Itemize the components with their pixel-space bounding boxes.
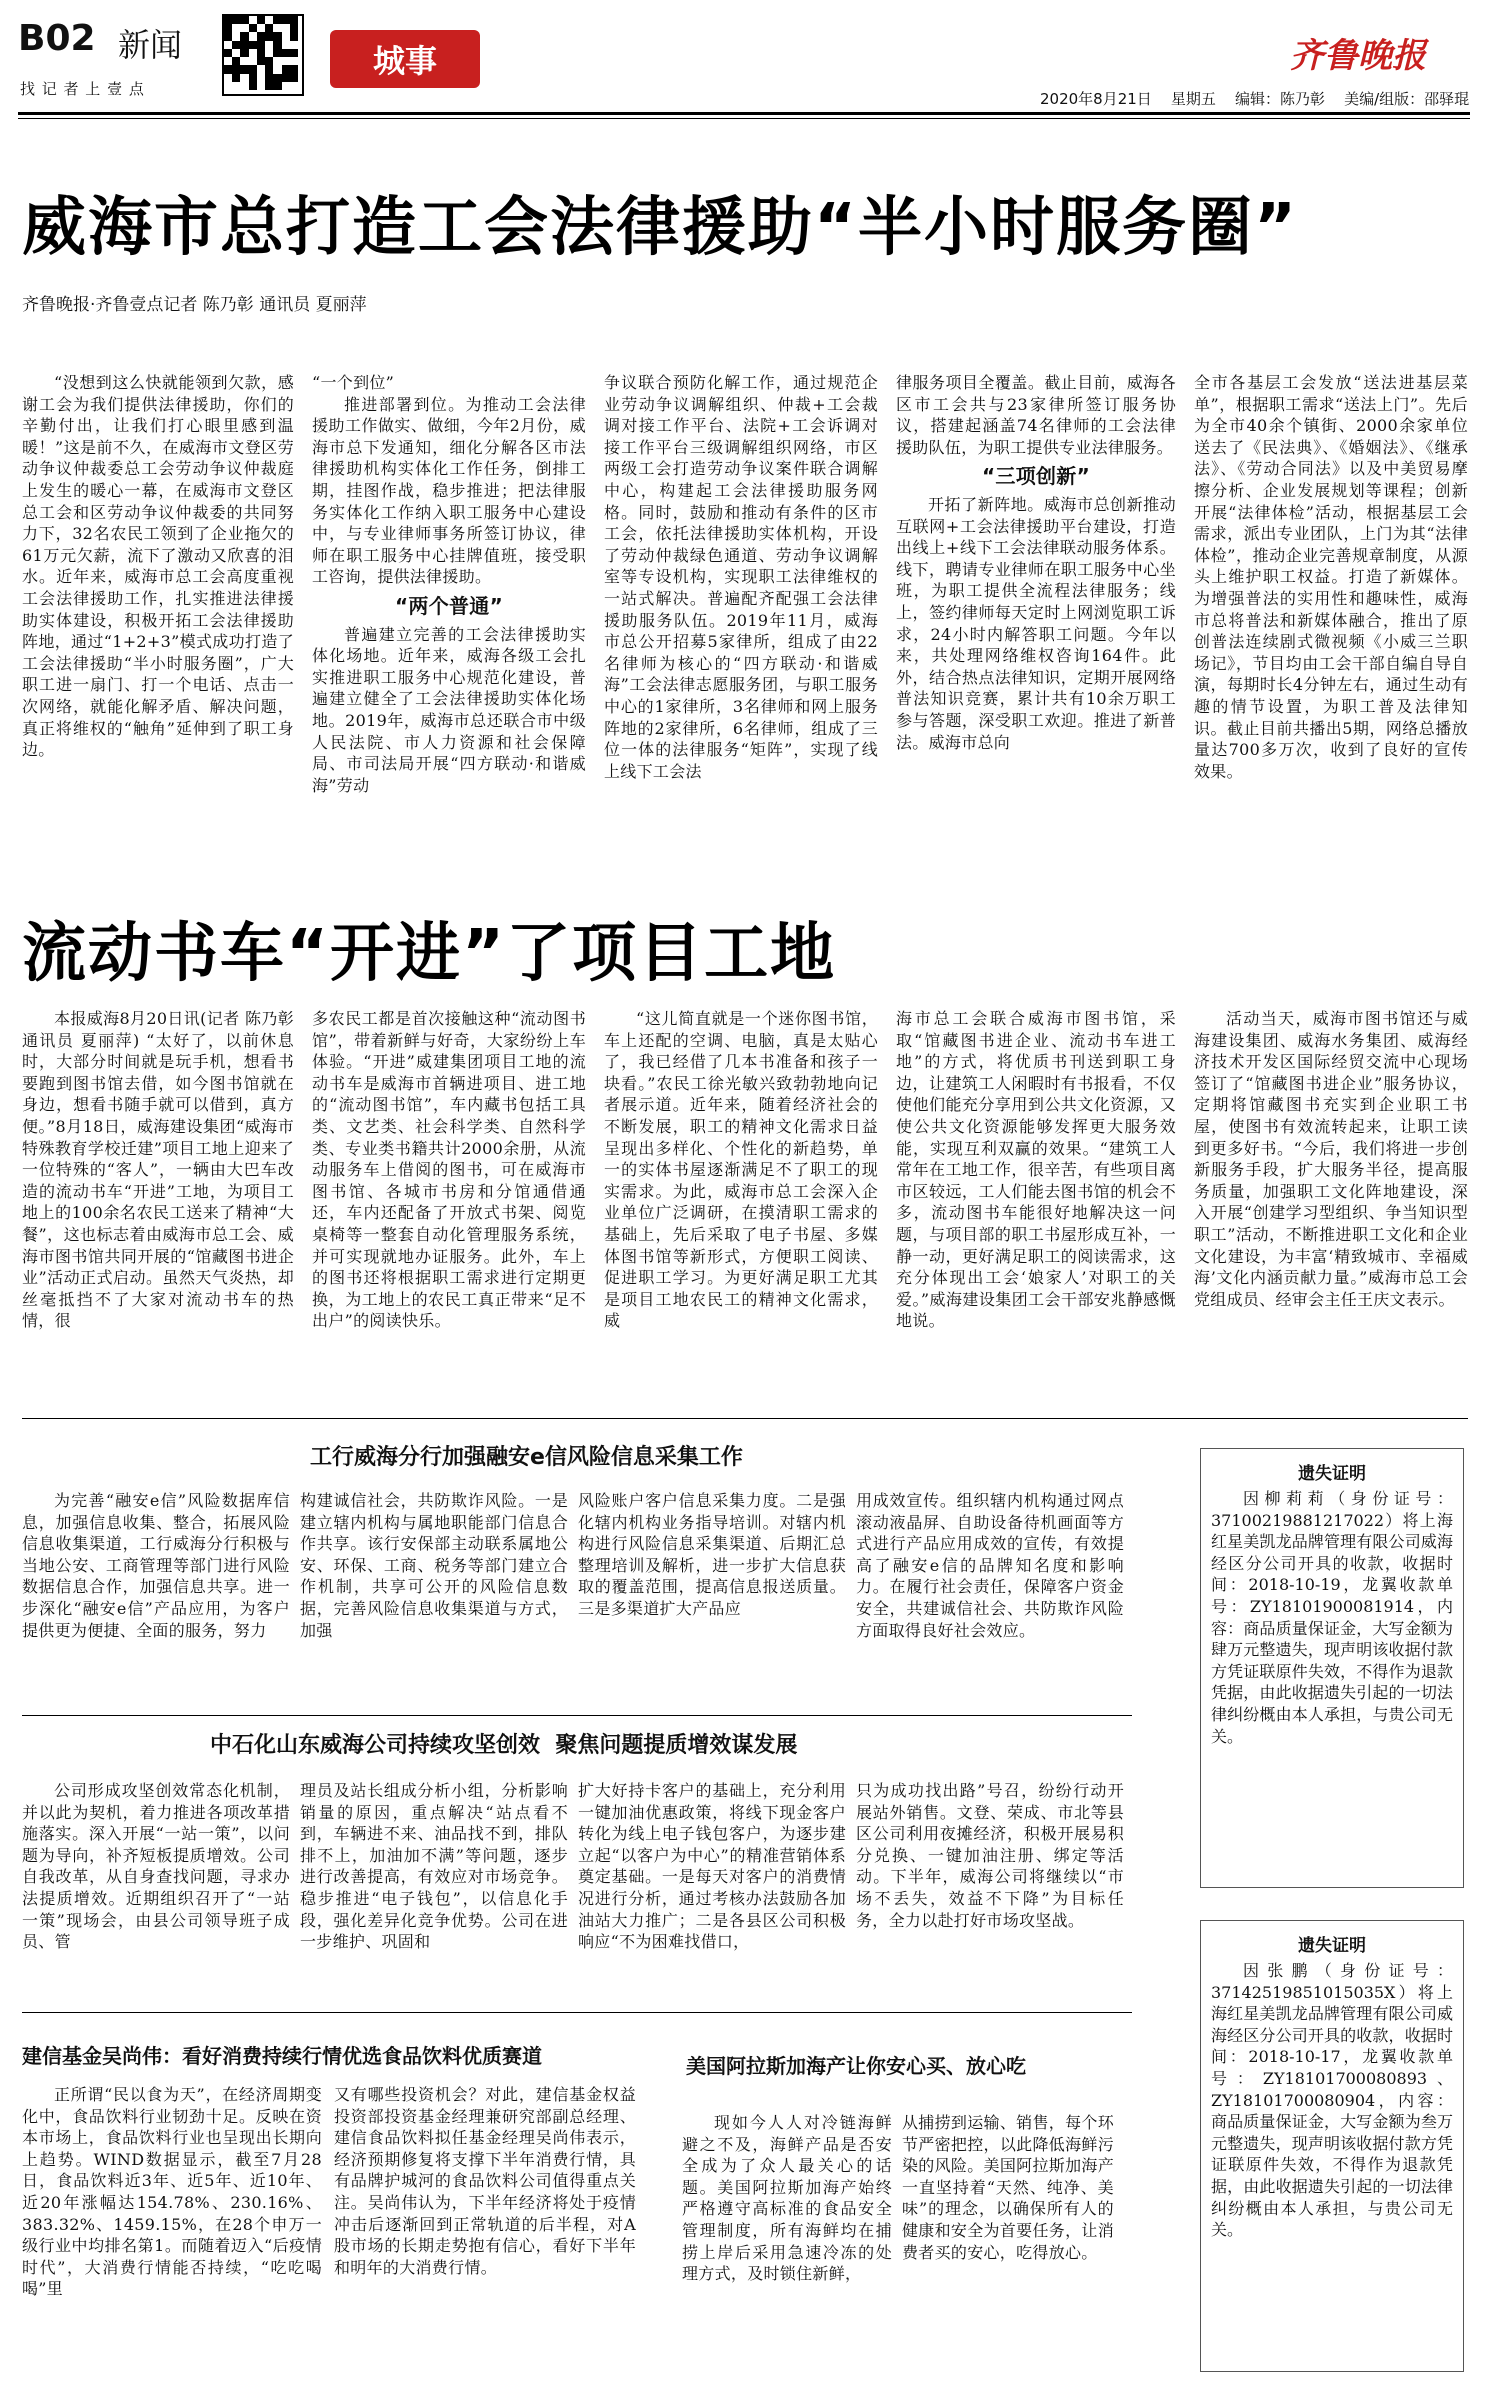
qr-cell	[282, 41, 290, 49]
qr-cell	[273, 49, 281, 57]
qr-cell	[282, 74, 290, 82]
qr-cell	[224, 74, 232, 82]
page-code: B02	[18, 18, 96, 59]
qr-cell	[249, 74, 257, 82]
qr-cell	[265, 65, 273, 73]
qr-cell	[273, 74, 281, 82]
issue-info	[1040, 88, 1469, 109]
divider-1	[22, 1418, 1468, 1419]
qr-cell	[224, 49, 232, 57]
qr-cell	[273, 16, 281, 24]
qr-cell	[232, 49, 240, 57]
qr-cell	[232, 74, 240, 82]
qr-cell	[232, 32, 240, 40]
qr-cell	[232, 41, 240, 49]
qr-cell	[282, 16, 290, 24]
qr-cell	[249, 41, 257, 49]
article3-col4: 用成效宣传。组织辖内机构通过网点滚动液晶屏、自助设备待机画面等方式进行产品应用成效的宣传，有效提高了融安e信的品牌知名度和影响力。在履行社会责任，保障客户资金安全，共建诚信社会、共防欺诈风险方面取得良好社会效应。	[856, 1491, 1124, 1640]
qr-cell	[249, 49, 257, 57]
article2-col4: 海市总工会联合威海市图书馆，采取“馆藏图书进企业、流动书车进工地”的方式，将优质书刊送到职工身边，让建筑工人闲暇时有书报看，不仅使他们能充分享用到公共文化资源，又使公共文化资源能够发挥更大服务效能，实现互利双赢的效果。“建筑工人常年在工地工作，很辛苦，有些项目离市区较远，工人们能去图书馆的机会不多，流动图书车能很好地解决这一问题，与项目部的职工书屋形成互补，一静一动，更好满足职工的阅读需求，这充分体现出工会‘娘家人’对职工的关爱。”威海建设集团工会干部安兆静感慨地说。	[896, 1009, 1176, 1331]
qr-cell	[290, 82, 298, 90]
article1-byline: 齐鲁晚报·齐鲁壹点记者 陈乃彰 通讯员 夏丽萍	[22, 295, 367, 315]
article1-col5: 全市各基层工会发放“送法进基层菜单”，根据职工需求“送法上门”。先后为全市40余个镇街、2000余家单位送去了《民法典》、《婚姻法》、《继承法》、《劳动合同法》以及中美贸易摩擦分析、企业发展规划等课程；创新开展“法律体检”活动，根据基层工会需求，派出专业团队，上门为其“法律体检”，推动企业完善规章制度，从源头上维护职工权益。打造了新媒体。为增强普法的实用性和趣味性，威海市总将普法和新媒体融合，推出了原创普法连续剧式微视频《小威三兰职场记》，节目均由工会干部自编自导自演，每期时长4分钟左右，通过生动有趣的情节设置，为职工普及法律知识。截止目前共播出5期，网络总播放量达700多万次，收到了良好的宣传效果。	[1194, 373, 1468, 781]
header-rule	[18, 112, 1470, 115]
qr-cell	[232, 16, 240, 24]
article4-col2: 理员及站长组成分析小组，分析影响销量的原因，重点解决“站点看不到，车辆进不来、油品找不到，排队排不上，加油加不满”等问题，逐步进行改善提高，有效应对市场竞争。稳步推进“电子钱包”，以信息化手段，强化差异化竞争优势。公司在进一步维护、巩固和	[300, 1781, 568, 1952]
qr-cell	[265, 57, 273, 65]
qr-cell	[265, 41, 273, 49]
article5-title: 建信基金吴尚伟：看好消费持续行情优选食品饮料优质赛道	[22, 2044, 542, 2068]
qr-code	[222, 14, 304, 96]
qr-cell	[282, 32, 290, 40]
qr-cell	[257, 65, 265, 73]
qr-cell	[257, 57, 265, 65]
qr-cell	[290, 32, 298, 40]
qr-cell	[257, 82, 265, 90]
section-tag	[330, 30, 480, 88]
qr-cell	[282, 57, 290, 65]
qr-cell	[257, 41, 265, 49]
qr-cell	[290, 49, 298, 57]
article2-col1: 本报威海8月20日讯(记者 陈乃彰 通讯员 夏丽萍) “太好了，以前休息时，大部分时间就是玩手机，想看书要跑到图书馆去借，如今图书馆就在身边，想看书随手就可以借到，真方便。”8月18日，威海建设集团“威海市特殊教育学校迁建”项目工地上迎来了一位特殊的“客人”，一辆由大巴车改造的流动书车“开进”工地，为项目工地上的100余名农民工送来了精神“大餐”，这也标志着由威海市总工会、威海市图书馆共同开展的“馆藏图书进企业”活动正式启动。虽然天气炎热，却丝毫抵挡不了大家对流动书车的热情，很	[22, 1009, 294, 1331]
article4-title: 中石化山东威海公司持续攻坚创效 聚焦问题提质增效谋发展	[210, 1733, 798, 1758]
qr-cell	[249, 16, 257, 24]
lost-notice-1-title: 遗失证明	[1298, 1464, 1366, 1484]
qr-cell	[265, 32, 273, 40]
article4-col4: 只为成功找出路”号召，纷纷行动开展站外销售。文登、荣成、市北等县区公司利用夜摊经济，积极开展易积分兑换、一键加油注册、绑定等活动。下半年，威海公司将继续以“市场不丢失，效益不下降”为目标任务，全力以赴打好市场攻坚战。	[856, 1781, 1124, 1930]
qr-cell	[249, 57, 257, 65]
article6-col2: 从捕捞到运输、销售，每个环节严密把控，以此降低海鲜污染的风险。美国阿拉斯加海产一直坚持着“天然、纯净、美味”的理念，以确保所有人的健康和安全为首要任务，让消费者买的安心，吃得放心。	[902, 2113, 1114, 2262]
qr-cell	[282, 65, 290, 73]
qr-cell	[240, 24, 248, 32]
article1-col4: 律服务项目全覆盖。截止目前，威海各区市工会共与23家律所签订服务协议，搭建起涵盖74名律师的工会法律援助队伍，为职工提供专业法律服务。 “三项创新” 开拓了新阵地。威海市总创新推动互联网+工会法律援助平台建设，打造出线上+线下工会法律联动服务体系。线下，聘请专业律师在职工服务中心坐班，为职工提供全流程法律服务；线上，签约律师每天定时上网浏览职工诉求，24小时内解答职工问题。今年以来，共处理网络维权咨询164件。此外，结合热点法律知识，定期开展网络普法知识竞赛，累计共有10余万职工参与答题，深受职工欢迎。推进了新普法。威海市总向	[896, 373, 1176, 752]
article3-title: 工行威海分行加强融安e信风险信息采集工作	[310, 1445, 743, 1470]
article6-title: 美国阿拉斯加海产让你安心买、放心吃	[686, 2054, 1026, 2078]
qr-cell	[290, 16, 298, 24]
qr-cell	[224, 82, 232, 90]
article4-col1: 公司形成攻坚创效常态化机制，并以此为契机，着力推进各项改革措施落实。深入开展“一站一策”，以问题为导向，补齐短板提质增效。公司自我改革，从自身查找问题，寻求办法提质增效。近期组织召开了“一站一策”现场会，由县公司领导班子成员、管	[22, 1781, 290, 1952]
lost-notice-2-body: 因张鹏（身份证号：37142519851015035X）将上海红星美凯龙品牌管理有限公司威海经区分公司开具的收款，收据时间：2018-10-17，龙翼收款单号：ZY18101700080893、ZY18101700080904，内容：商品质量保证金，大写金额为叁万元整遗失，现声明该收据付款方凭证联原件失效，不得作为退款凭据，由此收据遗失引起的一切法律纠纷概由本人承担，与贵公司无关。	[1211, 1961, 1453, 2240]
qr-cell	[290, 57, 298, 65]
subhead-three-innovations: “三项创新”	[981, 464, 1091, 489]
qr-cell	[249, 24, 257, 32]
qr-cell	[240, 65, 248, 73]
qr-cell	[240, 32, 248, 40]
qr-cell	[240, 57, 248, 65]
article3-col3: 风险账户客户信息采集力度。二是强化辖内机构业务指导培训。对辖内机构进行风险信息采集渠道、后期汇总整理培训及解析，进一步扩大信息获取的覆盖范围，提高信息报送质量。三是多渠道扩大产品应	[578, 1491, 846, 1618]
qr-cell	[240, 16, 248, 24]
qr-cell	[232, 82, 240, 90]
qr-cell	[224, 41, 232, 49]
qr-cell	[265, 24, 273, 32]
qr-cell	[273, 82, 281, 90]
qr-cell	[265, 82, 273, 90]
qr-cell	[249, 65, 257, 73]
article6-col1: 现如今人人对冷链海鲜避之不及，海鲜产品是否安全成为了众人最关心的话题。美国阿拉斯加海产始终严格遵守高标准的食品安全管理制度，所有海鲜均在捕捞上岸后采用急速冷冻的处理方式，及时锁住新鲜，	[682, 2113, 892, 2284]
lost-notice-1	[1200, 1448, 1464, 1888]
article2-col5: 活动当天，威海市图书馆还与威海建设集团、威海水务集团、威海经济技术开发区国际经贸交流中心现场签订了“馆藏图书进企业”服务协议，定期将馆藏图书充实到企业职工书屋，使图书有效流转起来，让职工读到更多好书。“今后，我们将进一步创新服务手段，扩大服务半径，提高服务质量，加强职工文化阵地建设，深入开展“创建学习型组织、争当知识型职工”活动，不断推进职工文化和企业文化建设，为丰富‘精致城市、幸福威海’文化内涵贡献力量。”威海市总工会党组成员、经审会主任王庆文表示。	[1194, 1009, 1468, 1309]
qr-cell	[240, 82, 248, 90]
qr-cell	[224, 24, 232, 32]
qr-cell	[282, 24, 290, 32]
article2-col3: “这儿简直就是一个迷你图书馆，车上还配的空调、电脑，真是太贴心了，我已经借了几本书准备和孩子一块看。”农民工徐光敏兴致勃勃地向记者展示道。近年来，随着经济社会的不断发展，职工的精神文化需求日益呈现出多样化、个性化的新趋势，单一的实体书屋逐渐满足不了职工的现实需求。为此，威海市总工会深入企业单位广泛调研，在摸清职工需求的基础上，先后采取了电子书屋、多媒体图书馆等新形式，方便职工阅读、促进职工学习。为更好满足职工尤其是项目工地农民工的精神文化需求，威	[604, 1009, 878, 1331]
qr-cell	[257, 32, 265, 40]
qr-cell	[265, 74, 273, 82]
qr-cell	[257, 24, 265, 32]
qr-cell	[282, 82, 290, 90]
article1-col3: 争议联合预防化解工作，通过规范企业劳动争议调解组织、仲裁+工会裁调对接工作平台、法院+工会诉调对接工作平台三级调解组织网络，市区两级工会打造劳动争议案件联合调解中心，构建起工会法律援助服务网格。同时，鼓励和推动有条件的区市工会，依托法律援助实体机构，开设了劳动仲裁绿色通道、劳动争议调解室等专设机构，实现职工法律维权的一站式解决。普遍配齐配强工会法律援助服务队伍。2019年11月，威海市总公开招募5家律所，组成了由22名律师为核心的“四方联动·和谐威海”工会法律志愿服务团，与职工服务中心的1家律所，3名律师和网上服务阵地的2家律所，6名律师，组成了三位一体的法律服务“矩阵”，实现了线上线下工会法	[604, 373, 878, 781]
header-rule-thin	[18, 118, 1470, 119]
qr-cell	[273, 57, 281, 65]
qr-cell	[224, 57, 232, 65]
article5-col2: 又有哪些投资机会？对此，建信基金权益投资部投资基金经理兼研究部副总经理、建信食品饮料拟任基金经理吴尚伟表示，经济预期修复将支撑下半年消费行情，具有品牌护城河的食品饮料公司值得重点关注。吴尚伟认为，下半年经济将处于疫情冲击后逐渐回到正常轨道的后半程，对A股市场的长期走势抱有信心，看好下半年和明年的大消费行情。	[334, 2085, 636, 2277]
qr-cell	[273, 24, 281, 32]
qr-cell	[240, 41, 248, 49]
qr-cell	[290, 24, 298, 32]
qr-cell	[240, 49, 248, 57]
brand-logo: 齐鲁晚报	[1290, 36, 1426, 76]
qr-cell	[273, 41, 281, 49]
qr-cell	[249, 82, 257, 90]
qr-cell	[232, 65, 240, 73]
issue-weekday: 星期五	[1170, 90, 1216, 108]
divider-3	[22, 2012, 1132, 2013]
qr-cell	[265, 16, 273, 24]
issue-designer: 美编/组版：邵驿琨	[1344, 90, 1470, 108]
article3-col1: 为完善“融安e信”风险数据库信息，加强信息收集、整合，拓展风险信息收集渠道，工行威海分行积极与当地公安、工商管理等部门进行风险数据信息合作，加强信息共享。进一步深化“融安e信”产品应用，为客户提供更为便捷、全面的服务，努力	[22, 1491, 290, 1640]
issue-date: 2020年8月21日	[1040, 90, 1152, 108]
lost-notice-2	[1200, 1920, 1464, 2372]
qr-cell	[273, 32, 281, 40]
qr-cell	[224, 65, 232, 73]
article1-title: 威海市总打造工会法律援助“半小时服务圈”	[22, 191, 1299, 265]
section-name: 新闻	[118, 26, 183, 64]
qr-cell	[290, 74, 298, 82]
qr-cell	[224, 16, 232, 24]
issue-editor: 编辑：陈乃彰	[1234, 90, 1325, 108]
qr-cell	[240, 74, 248, 82]
qr-cell	[249, 32, 257, 40]
qr-cell	[265, 49, 273, 57]
section-tag-label: 城事	[372, 42, 437, 80]
qr-cell	[232, 57, 240, 65]
subhead-two-universal: “两个普通”	[394, 593, 504, 618]
lost-notice-2-title: 遗失证明	[1298, 1936, 1366, 1956]
qr-cell	[257, 74, 265, 82]
slogan: 找 记 者 上 壹 点	[20, 80, 145, 98]
article5-col1: 正所谓“民以食为天”，在经济周期变化中，食品饮料行业韧劲十足。反映在资本市场上，食品饮料行业也呈现出长期向上趋势。WIND数据显示，截至7月28日，食品饮料近3年、近5年、近10年、近20年涨幅达154.78%、230.16%、383.32%、1459.15%，在28个申万一级行业中均排名第1。而随着迈入“后疫情时代”，大消费行情能否持续，“吃吃喝喝”里	[22, 2085, 322, 2299]
article4-col3: 扩大好持卡客户的基础上，充分利用一键加油优惠政策，将线下现金客户转化为线上电子钱包客户，为逐步建立起“以客户为中心”的精准营销体系奠定基础。一是每天对客户的消费情况进行分析，通过考核办法鼓励各加油站大力推广；二是各县区公司积极响应“不为困难找借口，	[578, 1781, 846, 1952]
article1-col1: “没想到这么快就能领到欠款，感谢工会为我们提供法律援助，你们的辛勤付出，让我们打心眼里感到温暖！”这是前不久，在威海市文登区劳动争议仲裁委总工会劳动争议仲裁庭上发生的暖心一幕，在威海市文登区总工会和区劳动争议仲裁委的共同努力下，32名农民工领到了企业拖欠的61万元欠薪，流下了激动又欣喜的泪水。近年来，威海市总工会高度重视工会法律援助工作，扎实推进法律援助实体建设，积极开拓工会法律援助阵地，通过“1+2+3”模式成功打造了工会法律援助“半小时服务圈”，广大职工进一扇门、打一个电话、点击一次网络，就能化解矛盾、解决问题，真正将维权的“触角”延伸到了职工身边。	[22, 373, 294, 760]
article3-col2: 构建诚信社会，共防欺诈风险。一是建立辖内机构与属地职能部门信息合作共享。该行安保部主动联系属地公安、环保、工商、税务等部门建立合作机制，共享可公开的风险信息数据，完善风险信息收集渠道与方式，加强	[300, 1491, 568, 1640]
lost-notice-1-body: 因柳莉莉（身份证号：37100219881217022）将上海红星美凯龙品牌管理有限公司威海经区分公司开具的收款，收据时间：2018-10-19，龙翼收款单号：ZY18101900081914，内容：商品质量保证金，大写金额为肆万元整遗失，现声明该收据付款方凭证联原件失效，不得作为退款凭据，由此收据遗失引起的一切法律纠纷概由本人承担，与贵公司无关。	[1211, 1489, 1453, 1746]
article1-col2: “一个到位” 推进部署到位。为推动工会法律援助工作做实、做细，今年2月份，威海市总下发通知，细化分解各区市法律援助机构实体化工作任务，倒排工期，挂图作战，稳步推进；把法律服务实体化工作纳入职工服务中心建设中，与专业律师事务所签订协议，律师在职工服务中心挂牌值班，接受职工咨询，提供法律援助。 “两个普通” 普遍建立完善的工会法律援助实体化场地。近年来，威海各级工会扎实推进职工服务中心规范化建设，普遍建立健全了工会法律援助实体化场地。2019年，威海市总还联合市中级人民法院、市人力资源和社会保障局、市司法局开展“四方联动·和谐威海”劳动	[312, 373, 586, 795]
qr-cell	[282, 49, 290, 57]
article2-col2: 多农民工都是首次接触这种“流动图书馆”，带着新鲜与好奇，大家纷纷上车体验。“开进”威建集团项目工地的流动书车是威海市首辆进项目、进工地的“流动图书馆”，车内藏书包括工具类、文艺类、社会科学类、自然科学类、专业类书籍共计2000余册，从流动服务车上借阅的图书，可在威海市图书馆、各城市书房和分馆通借通还，车内还配备了开放式书架、阅览桌椅等一整套自动化管理服务系统，并可实现就地办证服务。此外，车上的图书还将根据职工需求进行定期更换，为工地上的农民工真正带来“足不出户”的阅读快乐。	[312, 1009, 586, 1331]
qr-cell	[257, 16, 265, 24]
qr-cell	[224, 32, 232, 40]
qr-cell	[290, 41, 298, 49]
article2-title: 流动书车“开进”了项目工地	[22, 917, 837, 991]
qr-cell	[232, 24, 240, 32]
qr-cell	[273, 65, 281, 73]
divider-2	[22, 1715, 1132, 1716]
qr-cell	[290, 65, 298, 73]
qr-cell	[257, 49, 265, 57]
